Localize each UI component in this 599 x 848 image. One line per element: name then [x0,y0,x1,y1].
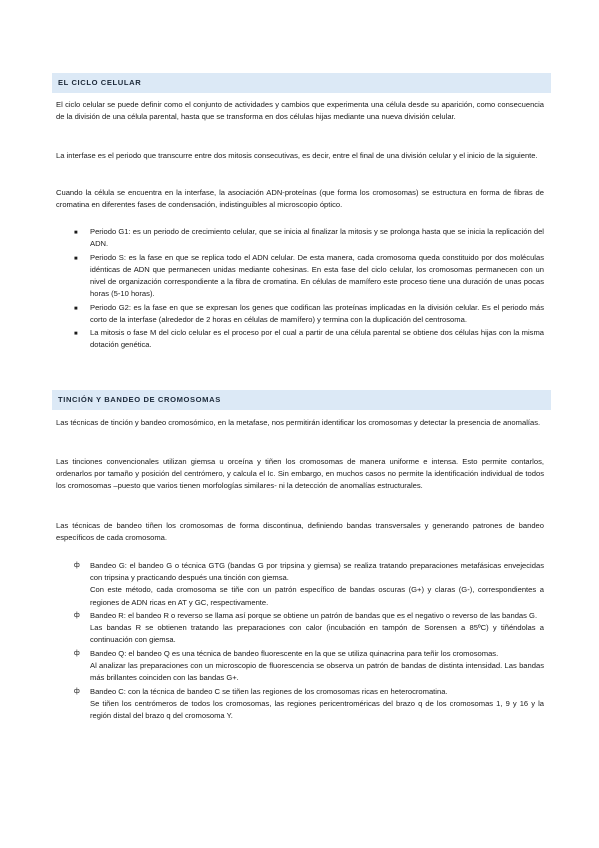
list-item: ф Bandeo G: el bandeo G o técnica GTG (bandas G por tripsina y giemsa) se realiza tratando preparaciones metafásicas envejecidas con tripsina y practicando después una tinción con giemsa. Con este método, cada cromosoma se tiñe con un patrón específico de bandas oscuras (G+) y claras (G-), correspondientes a regiones de ADN ricas en AT y GC, respectivamente. [74,561,544,607]
banding-techniques-list [56,560,544,723]
phi-bullet-icon: ф [74,612,80,619]
paragraph: Las técnicas de tinción y bandeo cromosómico, en la metafase, nos permitirán identificar los cromosomas y detectar la presencia de anomalías. [56,418,541,427]
square-bullet-icon: ■ [74,255,78,262]
square-bullet-icon: ■ [74,305,78,312]
list-item: ■ Periodo G2: es la fase en que se expresan los genes que codifican las proteínas implicadas en la división celular. Es el periodo más corto de la interfase (alrededor de 2 horas en células de mamífero) y termina con la duplicación del centrosoma. [74,302,544,324]
section-heading-tincion-bandeo: TINCIÓN Y BANDEO DE CROMOSOMAS [52,390,551,410]
section-heading-ciclo-celular: EL CICLO CELULAR [52,73,551,93]
phi-bullet-icon: ф [74,649,80,657]
list-item: ■ Periodo G1: es un periodo de crecimiento celular, que se inicia al finalizar la mitosis y se prolonga hasta que se inicia la replicación del ADN. [74,227,544,249]
list-item: ф Bandeo Q: el bandeo Q es una técnica de bandeo fluorescente en la que se utiliza quinacrina para teñir los cromosomas. Al analizar las preparaciones con un microscopio de fluorescencia se observa un patrón de bandas de distinta intensidad. Las bandas más brillantes coinciden con las bandas G+. [74,648,544,683]
list-item: ф Bandeo C: con la técnica de bandeo C se tiñen las regiones de los cromosomas ricas en heterocromatina. Se tiñen los centrómeros de todos los cromosomas, las regiones pericentroméricas del brazo q de los cromosomas 1, 9 y 16 y la región distal del brazo q del cromosoma Y. [74,686,544,720]
list-item: ■ Periodo S: es la fase en que se replica todo el ADN celular. De esta manera, cada cromosoma queda constituido por dos moléculas idénticas de ADN que permanecen unidas mediante cohesinas. En esta fase del ciclo celular, los cromosomas permanecen con un nivel de organización correspondiente a la fibra de cromatina. En células de mamífero este proceso tiene una duración de unas pocas horas (5-10 horas). [74,252,544,299]
paragraph: Las tinciones convencionales utilizan giemsa u orceína y tiñen los cromosomas de manera uniforme e intensa. Esto permite contarlos, ordenarlos por tamaño y posición del centrómero, y calcula el Ic. Sin embargo, en muchos casos no permite la identificación individual de todos los cromosomas –puesto que varios tienen morfologías similares- ni la detección de anomalías estructurales. [56,457,544,491]
interphase-periods-list [56,226,544,353]
square-bullet-icon: ■ [74,230,78,236]
list-item: ■ La mitosis o fase M del ciclo celular es el proceso por el cual a partir de una célula parental se obtiene dos células hijas con la misma dotación genética. [74,328,544,350]
paragraph: El ciclo celular se puede definir como el conjunto de actividades y cambios que experimenta una célula desde su aparición, como consecuencia de la división de una célula parental, hasta que se transforma en dos células hijas mediante una nueva división celular. [56,100,544,122]
phi-bullet-icon: ф [74,687,80,695]
paragraph: La interfase es el periodo que transcurre entre dos mitosis consecutivas, es decir, entre el final de una división celular y el inicio de la siguiente. [56,151,538,160]
square-bullet-icon: ■ [74,331,78,338]
paragraph: Cuando la célula se encuentra en la interfase, la asociación ADN-proteínas (que forma los cromosomas) se estructura en forma de fibras de cromatina en diferentes fases de condensación, indistinguibles al microscopio óptico. [56,188,544,210]
phi-bullet-icon: ф [74,562,80,569]
paragraph: Las técnicas de bandeo tiñen los cromosomas de forma discontinua, definiendo bandas transversales y generando patrones de bandeo específicos de cada cromosoma. [56,521,544,543]
list-item: ф Bandeo R: el bandeo R o reverso se llama así porque se obtiene un patrón de bandas que es el negativo o reverso de las bandas G. Las bandas R se obtienen tratando las preparaciones con calor (incubación en tampón de Sorensen a 85ºC) y tiñéndolas a continuación con giemsa. [74,611,544,645]
